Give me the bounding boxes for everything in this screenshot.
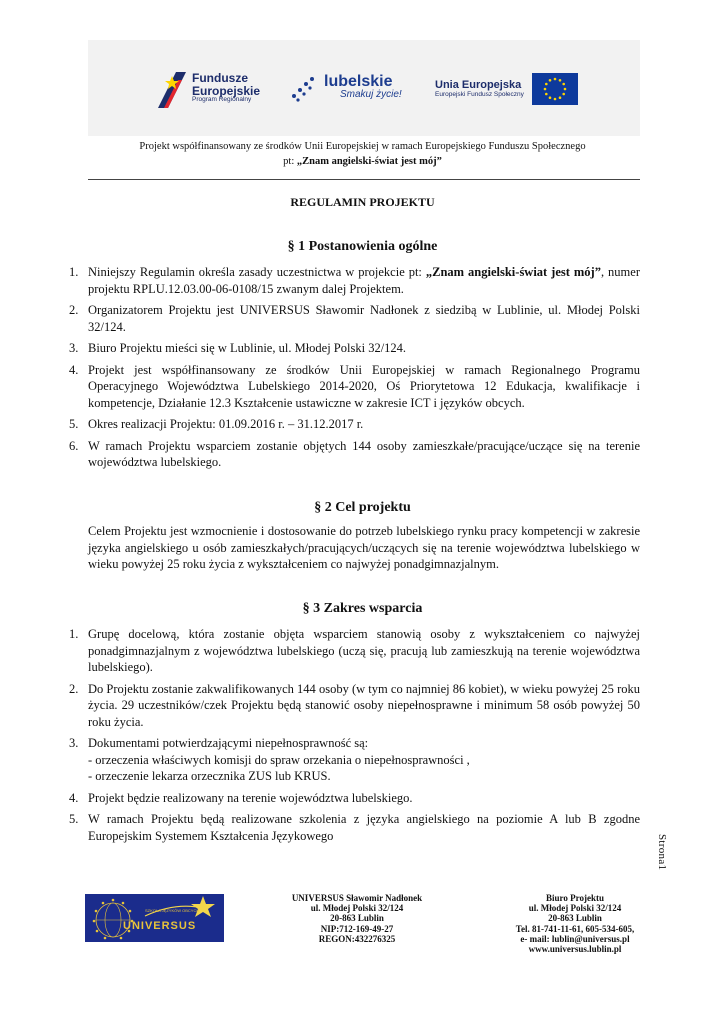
section2-paragraph: Celem Projektu jest wzmocnienie i dostosowanie do potrzeb lubelskiego rynku pracy kompetencji w zakresie języka angielskiego u osób zamieszkałych/pracujących/uczących się na terenie województwa lubelskiego w wieku powyżej 25 roku życia z wykształceniem co najwyżej ponadgimnazjalnym. [88,524,640,571]
item-text: Okres realizacji Projektu: 01.09.2016 r. – 31.12.2017 r. [88,417,364,431]
item-text: Do Projektu zostanie zakwalifikowanych 144 osoby (w tym co najmniej 86 kobiet), w wieku powyżej 25 roku życia. 29 uczestników/czek Projektu będą stanowić osoby niepełnosprawne i minimum 58 osób powyżej 50 roku życia. [88,681,640,729]
item-text: Niniejszy Regulamin określa zasady uczestnictwa w projekcie pt: [88,265,426,279]
eu-flag-icon [532,73,578,105]
item-text: Grupę docelową, która zostanie objęta wsparciem stanowią osoby z wykształceniem co najwyżej ponadgimnazjalnym z województwa lubelskiego (uczą się, pracują lub zamieszkują na terenie województwa lubelskiego). [88,627,640,674]
footer-line: ul. Młodej Polski 32/124 [528,903,622,914]
footer-line: ul. Młodej Polski 32/124 [310,903,404,914]
universus-school: SZKOŁA JĘZYKÓW OBCYCH [145,908,200,913]
header-cofinancing-note: Projekt współfinansowany ze środków Unii Europejskiej w ramach Europejskiego Funduszu Społecznego [139,141,586,152]
section1-title: § 1 Postanowienia ogólne [287,239,438,254]
list-item [60,626,640,676]
item-subline: - orzeczenia właściwych komisji do spraw orzekania o niepełnosprawności , [88,752,470,767]
footer-email[interactable]: e- mail: lublin@universus.pl [520,933,630,944]
item-text-end: , numer projektu RPLU.12.03.00-06-0108/15 zwanym dalej Projektem. [88,265,640,296]
lubelskie-stars-icon [288,70,322,104]
list-item [60,302,640,335]
item-project-title: „Znam angielski-świat jest mój” [425,265,601,279]
lubelskie-logo [288,70,402,104]
universus-globe-icon [85,894,224,942]
item-number: 3. [69,341,79,355]
item-number: 1. [69,265,79,279]
item-text: Biuro Projektu mieści się w Lublinie, ul. Młodej Polski 32/124. [88,341,407,355]
item-number: 1. [69,627,79,641]
footer-line: Biuro Projektu [546,893,604,903]
ue-line1: Unia Europejska [435,79,522,92]
item-number: 3. [69,736,79,750]
item-number: 4. [69,790,79,805]
item-text: Organizatorem Projektu jest UNIVERSUS Sławomir Nadłonek z siedzibą w Lublinie, ul. Młodej Polski 32/124. [88,303,640,334]
item-text: W ramach Projektu wsparciem zostanie objętych 144 osoby zamieszkałe/pracujące/uczące się na terenie województwa lubelskiego. [88,438,640,469]
fe-line3: Program Regionalny [192,96,252,104]
item-text: Projekt będzie realizowany na terenie województwa lubelskiego. [88,790,413,805]
item-subline: - orzeczenie lekarza orzecznika ZUS lub KRUS. [88,769,331,783]
footer-line: UNIVERSUS Sławomir Nadłonek [291,893,423,903]
fundusze-europejskie-logo [158,68,260,108]
logo-banner [88,40,640,136]
list-item [60,362,640,412]
lubelskie-name: lubelskie [324,73,393,90]
section3-title: § 3 Zakres wsparcia [302,601,423,616]
footer-website[interactable]: www.universus.lublin.pl [528,944,622,955]
unia-europejska-logo [435,73,578,105]
list-item [60,811,640,844]
lubelskie-slogan: Smakuj życie! [340,89,402,100]
ue-line2: Europejski Fundusz Społeczny [435,91,524,99]
footer-line: Tel. 81-741-11-61, 605-534-605, [515,923,635,934]
footer-line: NIP:712-169-49-27 [320,923,394,934]
footer-line: 20-863 Lublin [330,913,384,924]
page-number-label: Strona1 [656,834,668,871]
footer-line: REGON:432276325 [318,933,396,944]
list-item [60,438,640,471]
header-project-title [0,156,725,167]
section1-list [60,264,640,476]
list-item [60,790,640,807]
header-project-prefix: pt: [283,156,297,167]
item-number: 5. [69,812,79,826]
list-item [60,264,640,297]
item-number: 2. [69,681,79,696]
list-item [60,340,640,357]
document-title: REGULAMIN PROJEKTU [290,195,435,209]
fe-line1: Fundusze [192,71,248,85]
fundusze-europejskie-mark-icon [158,68,186,108]
universus-brand: UNIVERSUS [123,920,197,932]
item-number: 6. [69,438,79,453]
item-number: 2. [69,303,79,317]
item-text: Dokumentami potwierdzającymi niepełnosprawność są: [88,736,369,750]
item-number: 4. [69,362,79,377]
section2-title: § 2 Cel projektu [314,500,411,515]
footer-office-info [480,893,670,954]
list-item [60,416,640,433]
item-text: W ramach Projektu będą realizowane szkolenia z języka angielskiego na poziomie A lub B zgodne Europejskim Systemem Kształcenia Językowego [88,812,640,843]
list-item [60,681,640,731]
header-project-name: „Znam angielski-świat jest mój” [296,156,442,167]
footer-line: 20-863 Lublin [548,913,602,924]
header-divider [88,179,640,180]
footer-company-info [262,893,452,944]
universus-logo [85,894,224,942]
list-item [60,735,640,785]
fe-line2: Europejskie [192,83,261,98]
item-text: Projekt jest współfinansowany ze środków Unii Europejskiej w ramach Regionalnego Programu Operacyjnego Województwa Lubelskiego 2014-2020, Oś Priorytetowa 12 Edukacja, kwalifikacje i kompetencje, Działanie 12.3 Kształcenie ustawiczne w zakresie ICT i języków obcych. [88,362,640,410]
item-number: 5. [69,417,79,431]
section3-list [60,626,640,849]
